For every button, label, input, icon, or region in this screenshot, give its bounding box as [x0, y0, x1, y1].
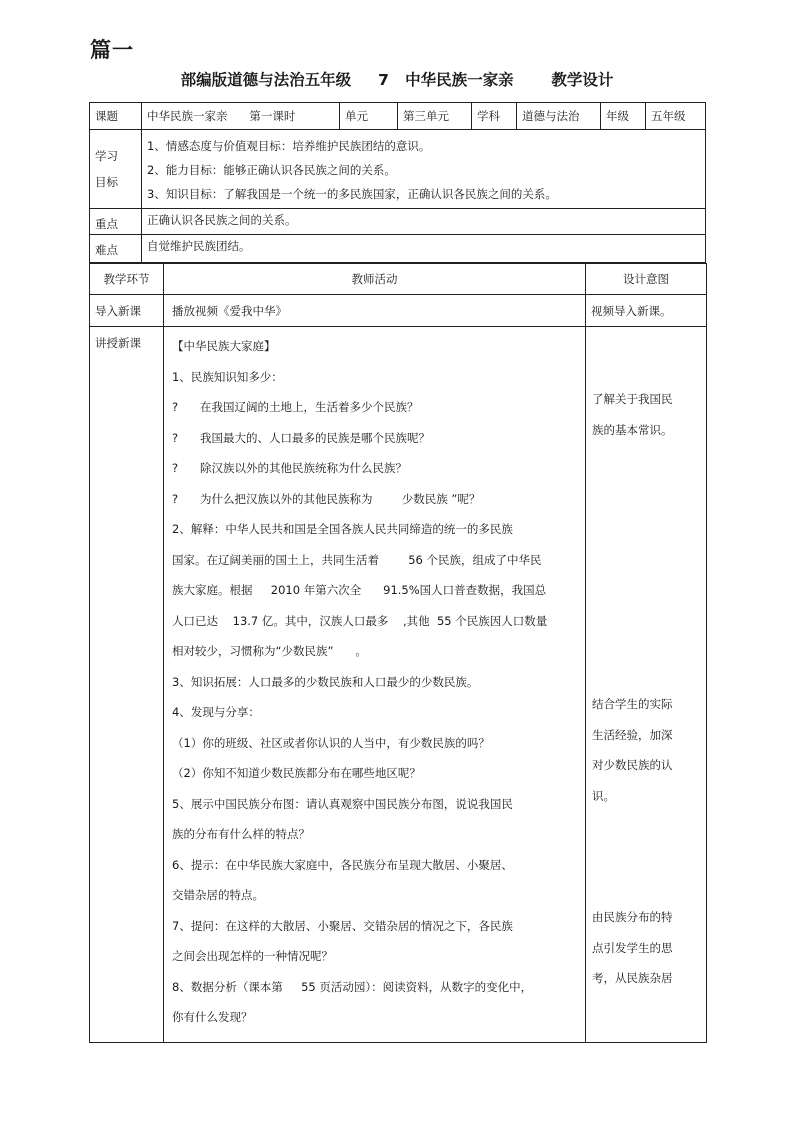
objective-item: 3、知识目标：了解我国是一个统一的多民族国家，正确认识各民族之间的关系。	[147, 187, 557, 201]
activity-line: 交错杂居的特点。	[172, 888, 264, 902]
header-activity: 教师活动	[164, 264, 586, 295]
topic-label: 课题	[90, 103, 142, 130]
objectives-label-line-2: 目标	[95, 175, 118, 189]
header-intent: 设计意图	[586, 264, 707, 295]
key-point-value: 正确认识各民族之间的关系。	[142, 209, 706, 235]
topic-value: 中华民族一家亲 第一课时	[142, 103, 340, 130]
teaching-plan-table	[89, 263, 707, 1043]
activity-line: 相对较少，习惯称为“少数民族” 。	[172, 644, 367, 658]
activity-line: 之间会出现怎样的一种情况呢？	[172, 949, 333, 963]
intent-line: 点引发学生的思	[592, 940, 673, 955]
activity-line: ? 在我国辽阔的土地上，生活着多少个民族？	[172, 400, 419, 414]
activity-line: 2、解释：中华人民共和国是全国各族人民共同缔造的统一的多民族	[172, 522, 513, 536]
intent-line: 族的基本常识。	[592, 422, 673, 437]
objective-item: 2、能力目标：能够正确认识各民族之间的关系。	[147, 163, 396, 177]
intro-phase: 导入新课	[90, 295, 164, 327]
lesson-info-table	[89, 102, 706, 263]
key-point-label: 重点	[90, 209, 142, 235]
lesson-activity	[164, 327, 586, 1043]
lesson-intent	[586, 327, 707, 1043]
intro-intent: 视频导入新课。	[586, 295, 707, 327]
activity-line: 7、提问：在这样的大散居、小聚居、交错杂居的情况之下，各民族	[172, 918, 513, 933]
grade-value: 五年级	[646, 103, 706, 130]
objectives-label	[90, 130, 142, 209]
intent-line: 生活经验，加深	[592, 727, 673, 742]
intent-line: 结合学生的实际	[592, 697, 673, 711]
activity-line: 6、提示：在中华民族大家庭中，各民族分布呈现大散居、小聚居、	[172, 857, 513, 872]
header-phase: 教学环节	[90, 264, 164, 295]
intent-line: 对少数民族的认	[592, 758, 673, 772]
activity-line: 5、展示中国民族分布图：请认真观察中国民族分布图，说说我国民	[172, 796, 513, 811]
activity-line: （1）你的班级、社区或者你认识的人当中，有少数民族的吗？	[172, 735, 490, 750]
objectives-label-line-1: 学习	[95, 149, 118, 163]
page-heading: 篇一	[90, 38, 134, 62]
unit-label: 单元	[340, 103, 398, 130]
activity-line: 1、民族知识知多少：	[172, 369, 283, 384]
activity-line: 3、知识拓展：人口最多的少数民族和人口最少的少数民族。	[172, 674, 479, 689]
activity-line: ? 我国最大的、人口最多的民族是哪个民族呢？	[172, 430, 431, 445]
activity-line: 8、数据分析（课本第 55 页活动园）：阅读资料，从数字的变化中，	[172, 979, 533, 994]
unit-value: 第三单元	[398, 103, 472, 130]
activity-line: 你有什么发现？	[172, 1010, 253, 1024]
activity-line: （2）你知不知道少数民族都分布在哪些地区呢？	[172, 766, 421, 780]
document-title: 部编版道德与法治五年级 7 中华民族一家亲 教学设计	[180, 71, 614, 89]
objective-item: 1、情感态度与价值观目标：培养维护民族团结的意识。	[147, 139, 431, 153]
intent-line: 考，从民族杂居	[592, 971, 673, 985]
objectives-cell	[142, 130, 706, 209]
activity-line: 族大家庭。根据 2010 年第六次全 91.5%国人口普查数据，我国总	[172, 583, 547, 597]
activity-line: 人口已达 13.7 亿。其中，汉族人口最多 ,其他 55 个民族因人口数量	[172, 613, 548, 628]
subject-value: 道德与法治	[517, 103, 601, 130]
activity-line: 族的分布有什么样的特点？	[172, 827, 310, 841]
activity-line: 国家。在辽阔美丽的国土上，共同生活着 56 个民族，组成了中华民	[172, 552, 542, 567]
intent-line: 识。	[592, 788, 615, 803]
activity-line: 4、发现与分享：	[172, 705, 260, 719]
intro-activity: 播放视频《爱我中华》	[164, 295, 586, 327]
grade-label: 年级	[601, 103, 646, 130]
activity-line: ? 为什么把汉族以外的其他民族称为 少数民族 ”呢？	[172, 491, 481, 506]
intent-line: 由民族分布的特	[592, 910, 673, 924]
difficulty-value: 自觉维护民族团结。	[142, 235, 706, 263]
activity-line: ? 除汉族以外的其他民族统称为什么民族？	[172, 461, 408, 475]
lesson-phase: 讲授新课	[90, 327, 164, 1043]
activity-line: 【中华民族大家庭】	[172, 339, 276, 353]
subject-label: 学科	[472, 103, 517, 130]
intent-line: 了解关于我国民	[592, 392, 673, 406]
difficulty-label: 难点	[90, 235, 142, 263]
